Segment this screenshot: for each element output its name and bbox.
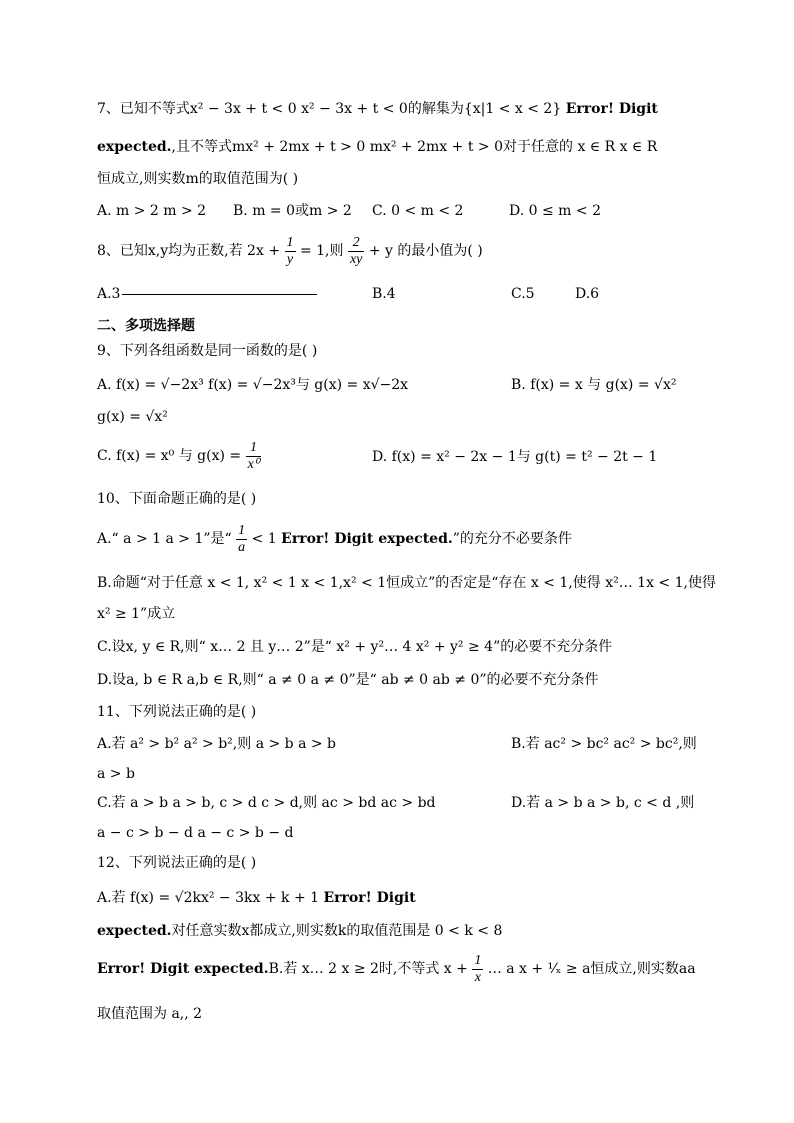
q11-option-b-cont: a > b xyxy=(97,766,135,782)
q10-option-b-cont: x² ≥ 1”成立 xyxy=(97,606,176,622)
q7-line3: 恒成立,则实数m的取值范围为( ) xyxy=(97,171,299,187)
q11-option-d-cont: a − c > b − d a − c > b − d xyxy=(97,825,294,841)
q8-f2-den: xy xyxy=(349,251,363,267)
q7-error-text: Error! Digit xyxy=(565,101,658,117)
q9-stem: 9、下列各组函数是同一函数的是( ) xyxy=(97,343,318,359)
q11-option-c[interactable]: C.若 a > b a > b, c > d c > d,则 ac > bd ac > bd xyxy=(97,795,436,811)
q10-a-pre: A.“ a > 1 a > 1”是“ xyxy=(97,531,232,547)
q8-stem xyxy=(97,232,483,270)
q11-stem: 11、下列说法正确的是( ) xyxy=(97,704,257,720)
q8-option-a[interactable] xyxy=(97,285,317,303)
q12-b-pre: B.若 x… 2 x ≥ 2时,不等式 x + xyxy=(268,961,468,977)
q8-pre: 8、已知x,y均为正数,若 2x + xyxy=(97,243,281,259)
q9-option-b-cont: g(x) = √x² xyxy=(97,409,168,425)
q12-option-a[interactable] xyxy=(97,889,416,907)
q9-option-a[interactable]: A. f(x) = √−2x³ f(x) = √−2x³与 g(x) = x√−2x xyxy=(97,377,409,393)
section-title: 二、多项选择题 xyxy=(97,318,195,334)
q7-expected-text: expected. xyxy=(97,139,172,155)
q8-option-d[interactable]: D.6 xyxy=(575,286,600,302)
q8-option-b[interactable]: B.4 xyxy=(372,286,396,302)
q12-b-den: x xyxy=(474,969,481,985)
q8-f1-den: y xyxy=(286,251,294,267)
q8-f2-num: 2 xyxy=(348,235,364,252)
q9-c-den: x⁰ xyxy=(247,456,260,472)
q9-option-c[interactable] xyxy=(97,437,261,475)
q11-option-d[interactable]: D.若 a > b a > b, c < d ,则 xyxy=(511,795,695,811)
q11-option-b[interactable]: B.若 ac² > bc² ac² > bc²,则 xyxy=(511,736,697,752)
q8-fraction-2 xyxy=(348,235,364,268)
q8-option-c[interactable]: C.5 xyxy=(511,286,535,302)
q7-option-d[interactable]: D. 0 ≤ m < 2 xyxy=(509,203,601,219)
q12-a-expected: expected. xyxy=(97,923,172,939)
q12-a-text: 对任意实数x都成立,则实数k的取值范围是 0 < k < 8 xyxy=(171,923,503,939)
q7-line1 xyxy=(97,100,658,118)
q10-a-den: a xyxy=(238,539,246,555)
q11-option-a[interactable]: A.若 a² > b² a² > b²,则 a > b a > b xyxy=(97,736,337,752)
q8-post: + y 的最小值为( ) xyxy=(368,243,483,259)
q10-stem: 10、下面命题正确的是( ) xyxy=(97,491,257,507)
q9-c-pre: C. f(x) = x⁰ 与 g(x) = xyxy=(97,448,242,464)
q12-stem: 12、下列说法正确的是( ) xyxy=(97,855,257,871)
q10-a-post: ”的充分不必要条件 xyxy=(452,531,572,547)
q12-b-post: … a x + ¹⁄ₓ ≥ a恒成立,则实数aa xyxy=(487,961,696,977)
q9-option-d[interactable]: D. f(x) = x² − 2x − 1与 g(t) = t² − 2t − 1 xyxy=(372,449,658,465)
q10-a-mid: < 1 xyxy=(251,531,277,547)
q12-a-error: Error! Digit xyxy=(323,890,416,906)
q8-option-a-label: A.3 xyxy=(97,286,121,302)
q12-option-b[interactable] xyxy=(97,950,696,988)
q7-option-c[interactable]: C. 0 < m < 2 xyxy=(372,203,464,219)
q7-condition-text: ,且不等式mx² + 2mx + t > 0 mx² + 2mx + t > 0对于任意的 x ∈ R x ∈ R xyxy=(171,139,658,155)
q12-option-b-cont: 取值范围为 a,, 2 xyxy=(97,1006,203,1022)
q7-option-b[interactable]: B. m = 0或m > 2 xyxy=(233,203,352,219)
q10-option-b[interactable]: B.命题“对于任意 x < 1, x² < 1 x < 1,x² < 1恒成立”的否定是“存在 x < 1,使得 x²… 1x < 1,使得 xyxy=(97,575,716,591)
q7-line2 xyxy=(97,138,657,156)
q10-option-c[interactable]: C.设x, y ∈ R,则“ x… 2 且 y… 2”是“ x² + y²… 4 x² + y² ≥ 4”的必要不充分条件 xyxy=(97,639,613,655)
q12-b-num: 1 xyxy=(474,952,482,968)
q9-c-fraction xyxy=(246,440,262,473)
q10-a-fraction xyxy=(236,523,247,556)
q10-option-a[interactable] xyxy=(97,520,572,558)
q8-mid: = 1,则 xyxy=(299,243,344,259)
q8-fraction-1 xyxy=(285,235,296,268)
q9-c-num: 1 xyxy=(246,440,262,457)
q10-a-error: Error! Digit expected. xyxy=(281,531,453,547)
q8-f1-num: 1 xyxy=(286,234,294,250)
answer-underline xyxy=(122,294,317,295)
q9-option-b[interactable]: B. f(x) = x 与 g(x) = √x² xyxy=(511,377,677,393)
q7-stem-text: 7、已知不等式x² − 3x + t < 0 x² − 3x + t < 0的解集为{x|1 < x < 2} xyxy=(97,101,562,117)
q7-option-a[interactable]: A. m > 2 m > 2 xyxy=(97,203,207,219)
q12-b-fraction xyxy=(472,953,483,986)
q12-option-a-cont xyxy=(97,922,502,940)
q10-option-d[interactable]: D.设a, b ∈ R a,b ∈ R,则“ a ≠ 0 a ≠ 0”是“ ab ≠ 0 ab ≠ 0”的必要不充分条件 xyxy=(97,672,599,688)
q12-a-pre: A.若 f(x) = √2kx² − 3kx + k + 1 xyxy=(97,890,320,906)
q10-a-num: 1 xyxy=(238,522,246,538)
q12-b-error: Error! Digit expected. xyxy=(97,961,269,977)
